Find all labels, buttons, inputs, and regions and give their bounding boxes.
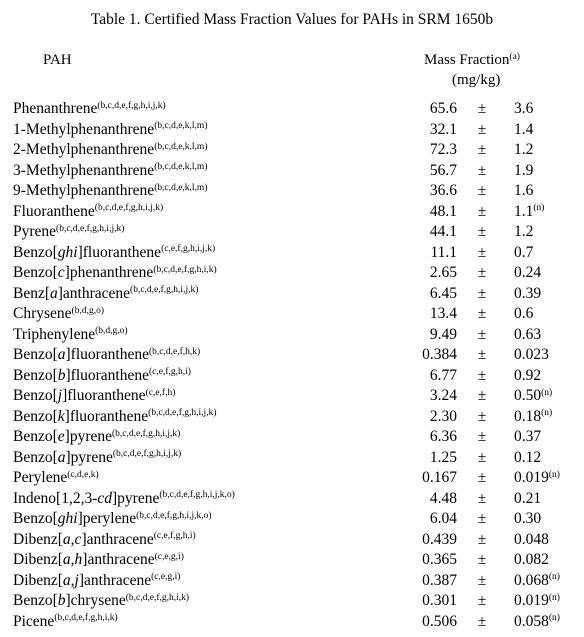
pah-method-note: (c,e,g,i) (151, 572, 181, 583)
pah-name-suffix: ]fluoranthene (65, 366, 150, 384)
table-row (0, 99, 584, 119)
pah-method-note: (b,c,d,e,f,g,h,i,j,k) (112, 428, 181, 439)
table-row (0, 161, 584, 181)
mass-fraction-value: 0.506 (422, 612, 457, 630)
pah-name-suffix: ]anthracene (57, 284, 131, 302)
table-title: Table 1. Certified Mass Fraction Values for PAHs in SRM 1650b (90, 11, 494, 28)
pah-name (13, 468, 99, 488)
table-row (0, 386, 584, 406)
mass-fraction-value: 32.1 (429, 120, 457, 138)
pah-method-note: (b,c,d,e,f,g,h,i,j,k) (94, 203, 164, 214)
pah-name-italic: b (57, 592, 66, 609)
plus-minus: ± (477, 325, 487, 343)
table-row (0, 222, 584, 242)
pah-name-suffix: ]pyrene (65, 448, 113, 466)
table-row (0, 202, 584, 222)
uncertainty-value: 0.7 (514, 243, 534, 261)
plus-minus: ± (477, 120, 487, 138)
plus-minus: ± (477, 141, 487, 158)
pah-name-suffix: ]phenanthrene (64, 264, 154, 281)
pah-name-suffix: ]pyrene (112, 489, 160, 507)
plus-minus: ± (477, 469, 487, 486)
pah-method-note: (b,c,d,e,k,l,m) (154, 182, 208, 193)
pah-name (13, 386, 175, 406)
uncertainty-value: 3.6 (514, 100, 534, 117)
pah-name-prefix: Dibenz[ (13, 530, 63, 548)
uncertainty-note: (n) (541, 408, 553, 419)
pah-name-italic: a,j (62, 571, 79, 589)
uncertainty-value: 0.058$^{(n)}$ (514, 612, 560, 630)
plus-minus: ± (477, 305, 487, 322)
pah-name (13, 571, 180, 591)
uncertainty-value: 1.1$^{(n)}$ (514, 202, 545, 220)
mass-fraction-value: 0.365 (422, 551, 457, 568)
pah-name-prefix: Benzo[ (13, 346, 58, 363)
plus-minus: ± (477, 407, 487, 425)
pah-name (13, 509, 212, 529)
table-row (0, 509, 584, 529)
pah-name-italic: a (50, 284, 58, 302)
pah-name-prefix: Picene (13, 612, 55, 630)
pah-name-suffix: ]fluoranthene (62, 387, 146, 404)
uncertainty-value: 0.24 (514, 264, 542, 281)
table-row (0, 591, 584, 611)
pah-method-note: (b,c,d,e,f,g,h,i,k) (153, 264, 217, 275)
plus-minus: ± (477, 366, 487, 384)
table-row (0, 263, 584, 283)
plus-minus: ± (477, 346, 487, 363)
table-row (0, 325, 584, 345)
uncertainty-value: 0.023 (514, 346, 549, 363)
pah-name (13, 222, 124, 242)
pah-name-suffix: ]anthracene (81, 530, 154, 548)
table-row (0, 489, 584, 509)
pah-name (13, 181, 207, 201)
pah-name (13, 612, 118, 632)
pah-name-prefix: Indeno[1,2,3- (13, 489, 98, 507)
mass-fraction-value: 0.384 (422, 346, 457, 363)
mass-fraction-value: 4.48 (429, 489, 457, 507)
pah-method-note: (b,d,g,o) (95, 326, 128, 337)
uncertainty-note: (n) (541, 387, 553, 398)
pah-name-italic: ghi (57, 243, 78, 261)
mass-fraction-value: 48.1 (429, 202, 457, 220)
pah-name-prefix: Benzo[ (13, 264, 58, 281)
uncertainty-value: 0.37 (514, 428, 542, 445)
pah-name-suffix: ]anthracene (82, 551, 155, 568)
pah-name (13, 284, 198, 304)
uncertainty-value: 0.082 (514, 551, 549, 568)
plus-minus: ± (477, 264, 487, 281)
table-row (0, 448, 584, 468)
pah-name-italic: j (57, 387, 63, 404)
table-row (0, 284, 584, 304)
mass-fraction-value: 13.4 (429, 305, 457, 322)
uncertainty-value: 1.6 (514, 182, 534, 199)
pah-method-note: (c,d,e,k) (67, 469, 99, 480)
pah-name-italic: a (57, 346, 66, 363)
pah-name (13, 140, 207, 160)
pah-name-prefix: Benzo[ (13, 243, 58, 261)
mass-fraction-value: 36.6 (429, 182, 457, 199)
pah-name (13, 591, 189, 611)
uncertainty-value: 1.2 (514, 141, 534, 158)
pah-name-suffix: ]fluoranthene (77, 243, 162, 261)
mass-fraction-value: 0.439 (422, 530, 457, 548)
pah-method-note: (b,c,d,e,f,g,h,i,j,k) (112, 449, 182, 460)
uncertainty-value: 0.12 (514, 448, 542, 466)
pah-name (13, 304, 104, 324)
uncertainty-value: 0.39 (514, 284, 542, 302)
pah-name (13, 366, 191, 386)
header-units: (mg/kg) (452, 72, 501, 88)
pah-method-note: (b,c,d,e,f,g,h,i,j,k) (56, 223, 125, 234)
plus-minus: ± (477, 100, 487, 117)
pah-name (13, 345, 200, 365)
plus-minus: ± (477, 448, 487, 466)
uncertainty-value: 0.30 (514, 510, 542, 527)
pah-name (13, 99, 166, 119)
pah-name (13, 243, 215, 263)
pah-name-prefix: Pyrene (13, 223, 57, 240)
pah-name-prefix: Fluoranthene (13, 202, 95, 220)
table-row (0, 140, 584, 160)
pah-method-note: (c,e,f,h) (145, 387, 176, 398)
pah-method-note: (b,c,d,e,f,g,h,i,k) (54, 613, 118, 624)
pah-name-italic: a,c (62, 530, 82, 548)
pah-name-prefix: Benz[ (13, 284, 51, 302)
mass-fraction-value: 0.387 (422, 571, 457, 589)
pah-name (13, 325, 128, 345)
uncertainty-value: 0.048 (514, 530, 549, 548)
plus-minus: ± (477, 571, 487, 589)
uncertainty-value: 0.21 (514, 489, 542, 507)
pah-name-prefix: Chrysene (13, 305, 72, 322)
pah-name-prefix: Dibenz[ (13, 571, 63, 589)
mass-fraction-value: 72.3 (429, 141, 457, 158)
table-row (0, 571, 584, 591)
plus-minus: ± (477, 551, 487, 568)
uncertainty-note: (n) (533, 203, 545, 214)
pah-method-note: (c,e,f,g,h,i,j,k) (161, 244, 216, 255)
mass-fraction-value: 6.45 (429, 284, 457, 302)
pah-method-note: (b,c,d,e,k,l,m) (154, 141, 208, 152)
mass-fraction-value: 11.1 (430, 243, 457, 261)
plus-minus: ± (477, 161, 487, 179)
uncertainty-note: (n) (548, 469, 560, 480)
header-mass-fraction-note: (a) (509, 51, 520, 62)
pah-name-prefix: Phenanthrene (13, 100, 98, 117)
pah-name-prefix: Benzo[ (13, 407, 58, 425)
uncertainty-value: 0.92 (514, 366, 542, 384)
pah-method-note: (c,e,f,g,h,i) (153, 531, 196, 542)
table-row (0, 612, 584, 632)
mass-fraction-value: 6.04 (429, 510, 457, 527)
uncertainty-note: (n) (548, 613, 560, 624)
mass-fraction-value: 2.65 (429, 264, 457, 281)
mass-fraction-value: 3.24 (429, 387, 457, 404)
uncertainty-value: 0.6 (514, 305, 534, 322)
pah-name-prefix: Benzo[ (13, 510, 58, 527)
uncertainty-value: 0.50$^{(n)}$ (514, 387, 553, 404)
pah-name (13, 530, 196, 550)
header-mass-fraction-label: Mass Fraction (424, 52, 510, 68)
pah-name-italic: k (57, 407, 65, 425)
table-row (0, 366, 584, 386)
mass-fraction-value: 0.167 (422, 469, 457, 486)
pah-name-prefix: Triphenylene (13, 325, 96, 343)
pah-name-prefix: 9-Methylphenanthrene (13, 182, 155, 199)
pah-name-prefix: 2-Methylphenanthrene (13, 141, 155, 158)
pah-name-suffix: ]pyrene (64, 428, 112, 445)
pah-name-italic: cd (97, 489, 113, 507)
table-row (0, 468, 584, 488)
plus-minus: ± (477, 592, 487, 609)
pah-name-prefix: Perylene (13, 469, 68, 486)
pah-name-prefix: Benzo[ (13, 592, 58, 609)
mass-fraction-value: 6.36 (429, 428, 457, 445)
pah-name-prefix: Benzo[ (13, 366, 58, 384)
pah-method-note: (b,c,d,e,f,h,k) (149, 346, 201, 357)
plus-minus: ± (477, 510, 487, 527)
pah-method-note: (b,c,d,e,k,l,m) (154, 162, 208, 173)
header-pah: PAH (43, 52, 72, 68)
pah-name-italic: e (57, 428, 65, 445)
table-row (0, 530, 584, 550)
plus-minus: ± (477, 387, 487, 404)
uncertainty-note: (n) (548, 572, 560, 583)
pah-name-prefix: Benzo[ (13, 428, 58, 445)
pah-method-note: (c,e,g,i) (154, 551, 184, 562)
pah-method-note: (b,c,d,e,f,g,h,i,j,k,o) (159, 490, 235, 501)
table-row (0, 120, 584, 140)
mass-fraction-value: 1.25 (429, 448, 457, 466)
pah-name-italic: a,h (62, 551, 83, 568)
table-row (0, 243, 584, 263)
uncertainty-note: (n) (548, 592, 560, 603)
pah-name-italic: a (57, 448, 66, 466)
mass-fraction-value: 56.7 (429, 161, 457, 179)
mass-fraction-value: 6.77 (429, 366, 457, 384)
pah-name-suffix: ]fluoranthene (65, 346, 150, 363)
pah-method-note: (b,c,d,e,f,g,h,i,k) (125, 592, 190, 603)
plus-minus: ± (477, 284, 487, 302)
pah-name (13, 161, 207, 181)
table-row (0, 550, 584, 570)
pah-name-italic: b (57, 366, 66, 384)
pah-name-italic: c (57, 264, 65, 281)
pah-name (13, 263, 217, 283)
uncertainty-value: 0.63 (514, 325, 542, 343)
pah-name (13, 550, 184, 570)
mass-fraction-value: 2.30 (429, 407, 457, 425)
pah-name-italic: ghi (57, 510, 78, 527)
pah-name-prefix: Dibenz[ (13, 551, 63, 568)
pah-method-note: (b,c,d,e,f,g,h,i,j,k,o) (136, 510, 212, 521)
pah-name-suffix: ]perylene (77, 510, 137, 527)
pah-name-prefix: 1-Methylphenanthrene (13, 120, 155, 138)
pah-method-note: (b,c,d,e,f,g,h,i,j,k) (97, 100, 166, 111)
pah-name-suffix: ]fluoranthene (64, 407, 149, 425)
pah-method-note: (b,c,d,e,k,l,m) (154, 121, 208, 132)
plus-minus: ± (477, 182, 487, 199)
plus-minus: ± (477, 223, 487, 240)
plus-minus: ± (477, 243, 487, 261)
uncertainty-value: 0.18$^{(n)}$ (514, 407, 553, 425)
pah-method-note: (b,d,g,o) (71, 305, 104, 316)
plus-minus: ± (477, 530, 487, 548)
header-mass-fraction (424, 52, 520, 69)
mass-fraction-value: 0.301 (422, 592, 457, 609)
plus-minus: ± (477, 202, 487, 220)
mass-fraction-value: 44.1 (429, 223, 457, 240)
uncertainty-value: 0.019$^{(n)}$ (514, 592, 560, 609)
pah-name (13, 489, 235, 509)
pah-name (13, 448, 181, 468)
table-row (0, 427, 584, 447)
pah-name-prefix: 3-Methylphenanthrene (13, 161, 155, 179)
pah-name-prefix: Benzo[ (13, 387, 58, 404)
pah-name (13, 120, 207, 140)
uncertainty-value: 0.068$^{(n)}$ (514, 571, 560, 589)
table-row (0, 407, 584, 427)
table-row (0, 304, 584, 324)
pah-name-prefix: Benzo[ (13, 448, 58, 466)
uncertainty-value: 1.4 (514, 120, 534, 138)
uncertainty-value: 1.2 (514, 223, 534, 240)
mass-fraction-value: 9.49 (429, 325, 457, 343)
pah-name-suffix: ]anthracene (78, 571, 152, 589)
plus-minus: ± (477, 489, 487, 507)
uncertainty-value: 0.019$^{(n)}$ (514, 469, 560, 486)
plus-minus: ± (477, 428, 487, 445)
pah-name (13, 202, 163, 222)
pah-name-suffix: ]chrysene (65, 592, 126, 609)
pah-method-note: (b,c,d,e,f,g,h,i,j,k) (130, 285, 199, 296)
pah-name (13, 407, 216, 427)
pah-method-note: (b,c,d,e,f,g,h,i,j,k) (148, 408, 217, 419)
mass-fraction-value: 65.6 (429, 100, 457, 117)
table-row (0, 345, 584, 365)
pah-method-note: (c,e,f,g,h,i) (149, 367, 191, 378)
pah-name (13, 427, 180, 447)
plus-minus: ± (477, 612, 487, 630)
table-row (0, 181, 584, 201)
uncertainty-value: 1.9 (514, 161, 534, 179)
